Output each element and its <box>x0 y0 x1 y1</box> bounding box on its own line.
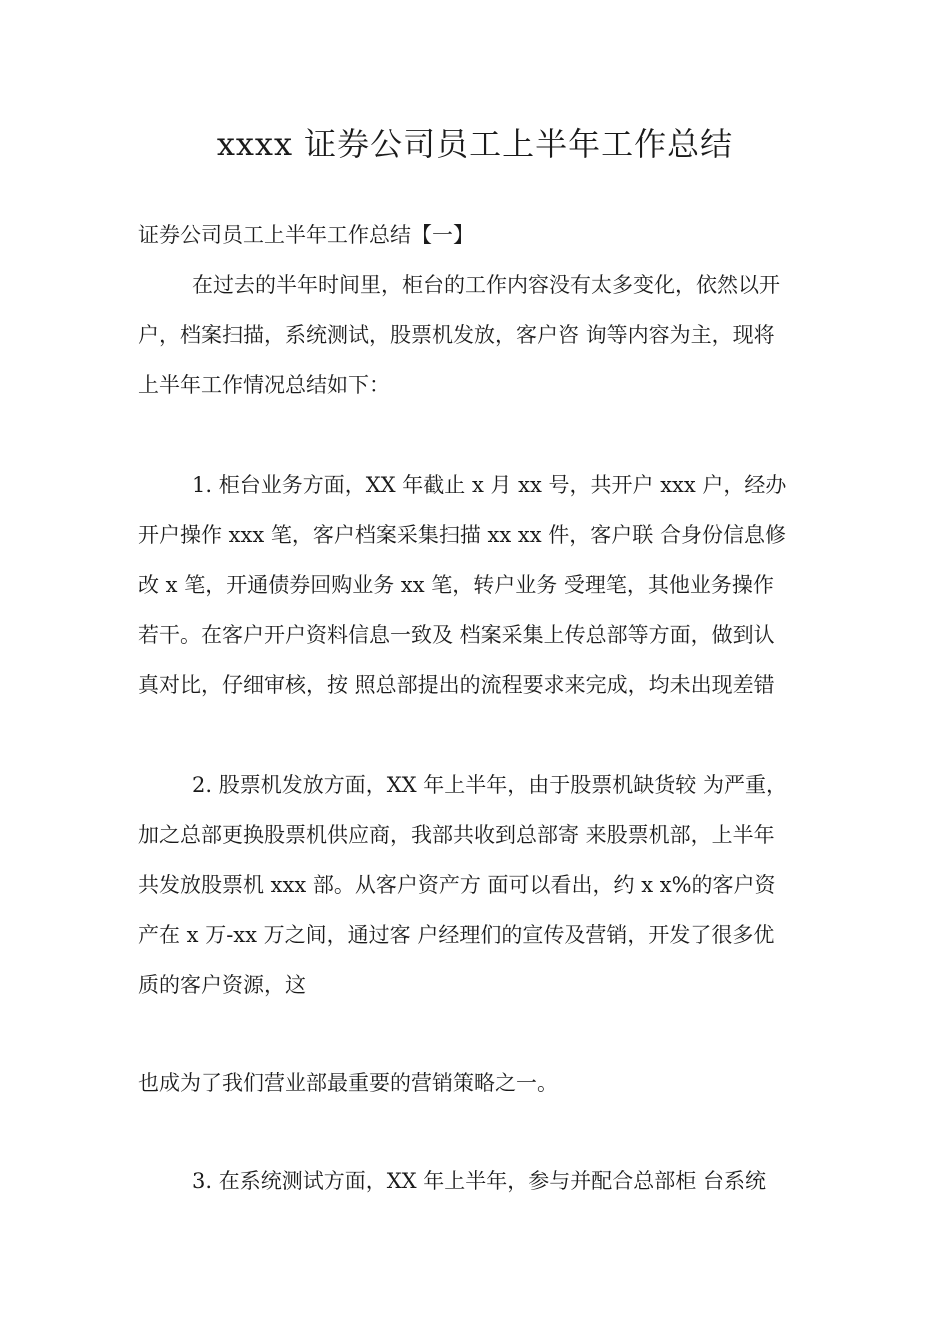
paragraph-line: 户，档案扫描，系统测试，股票机发放，客户咨 询等内容为主，现将 <box>138 323 775 347</box>
paragraph-line: 真对比，仔细审核，按 照总部提出的流程要求来完成，均未出现差错 <box>138 673 775 697</box>
paragraph-line: 若干。在客户开户资料信息一致及 档案采集上传总部等方面，做到认 <box>138 623 775 647</box>
paragraph-line: 质的客户资源，这 <box>138 973 306 997</box>
paragraph-line: 在过去的半年时间里，柜台的工作内容没有太多变化，依然以开 <box>192 273 780 297</box>
document-title: xxxx 证券公司员工上半年工作总结 <box>216 125 734 163</box>
paragraph-line: 加之总部更换股票机供应商，我部共收到总部寄 来股票机部，上半年 <box>138 823 775 847</box>
paragraph-line: 3. 在系统测试方面，XX 年上半年，参与并配合总部柜 台系统 <box>192 1169 766 1193</box>
paragraph-line: 产在 x 万-xx 万之间，通过客 户经理们的宣传及营销，开发了很多优 <box>138 923 775 947</box>
paragraph-line: 上半年工作情况总结如下： <box>138 373 390 397</box>
paragraph-line: 也成为了我们营业部最重要的营销策略之一。 <box>138 1071 558 1095</box>
paragraph-line: 共发放股票机 xxx 部。从客户资产方 面可以看出，约 x x%的客户资 <box>138 873 776 897</box>
paragraph-line: 1. 柜台业务方面，XX 年截止 x 月 xx 号，共开户 xxx 户，经办 <box>192 473 787 497</box>
paragraph-line: 开户操作 xxx 笔，客户档案采集扫描 xx xx 件，客户联 合身份信息修 <box>138 523 786 547</box>
paragraph-line: 改 x 笔，开通债券回购业务 xx 笔，转户业务 受理笔，其他业务操作 <box>138 573 774 597</box>
paragraph-line: 2. 股票机发放方面，XX 年上半年，由于股票机缺货较 为严重， <box>192 773 787 797</box>
section-heading: 证券公司员工上半年工作总结【一】 <box>138 223 474 247</box>
